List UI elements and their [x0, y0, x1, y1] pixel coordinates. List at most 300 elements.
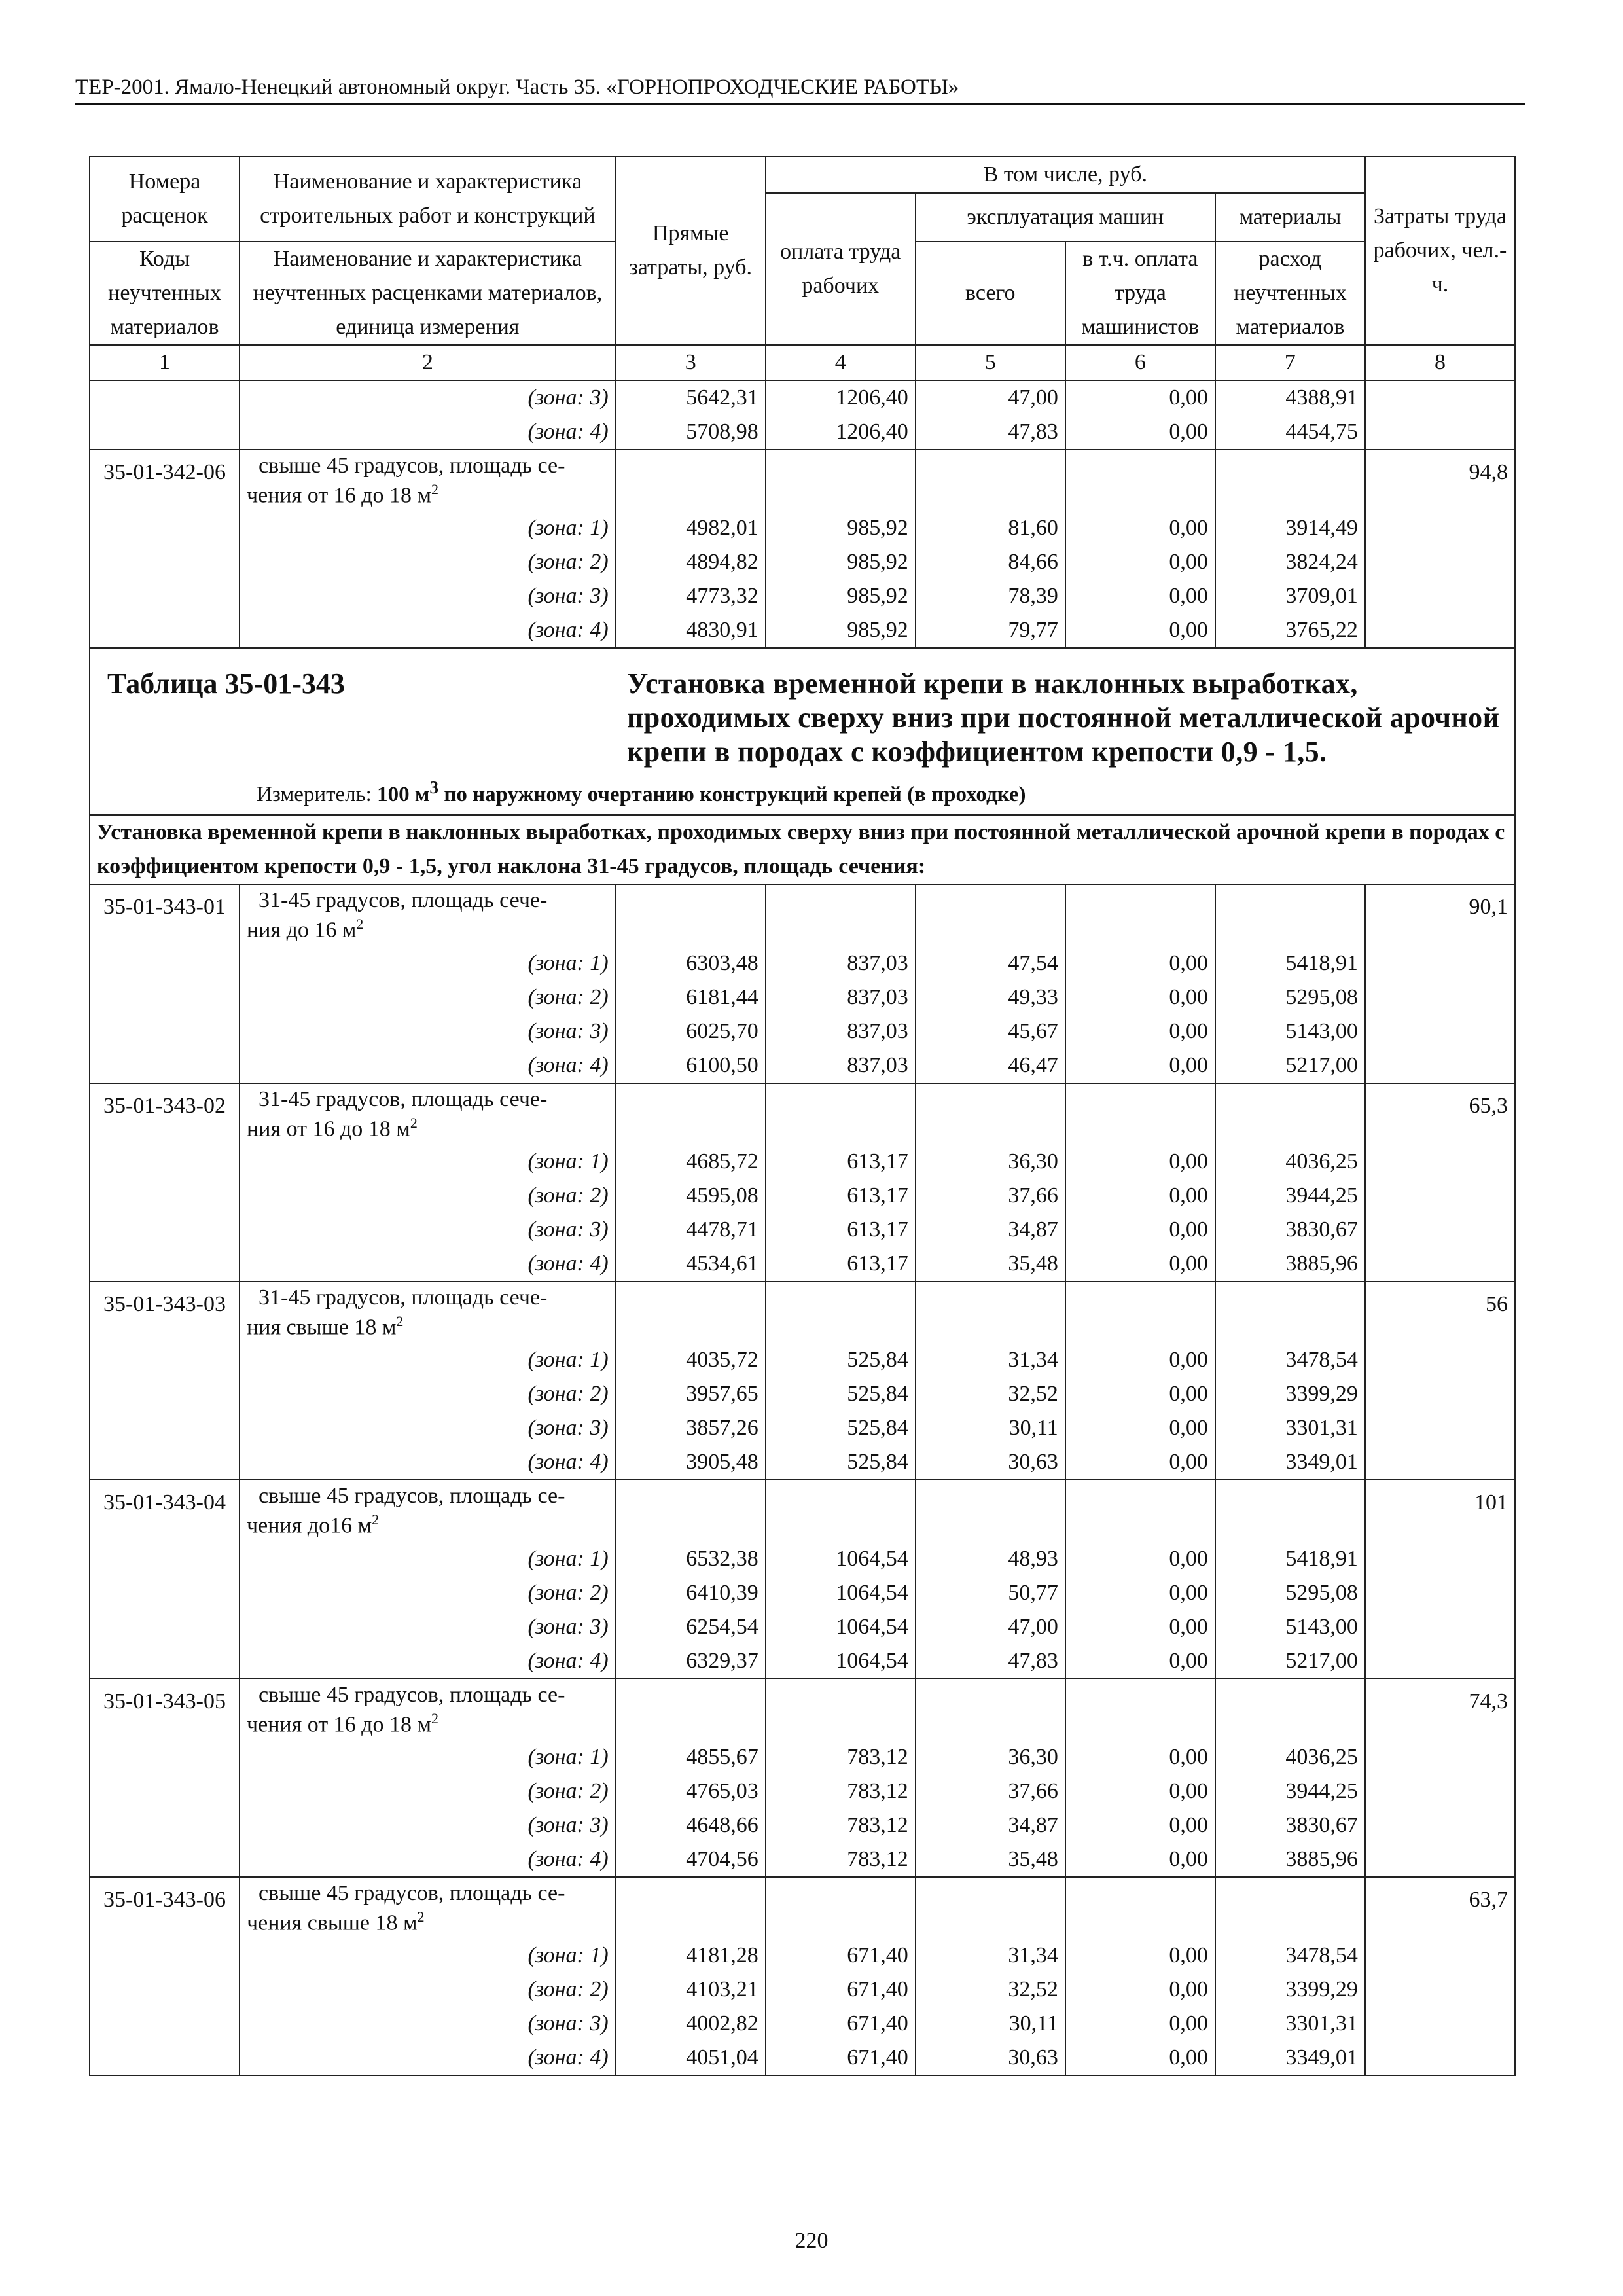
machines-value: 32,52: [916, 1377, 1065, 1411]
zone-label: (зона: 3): [240, 1411, 616, 1445]
group-35-01-343-03: [90, 1282, 1515, 1480]
empty-cell: [1215, 1877, 1365, 1939]
labor-cell: [1365, 1842, 1515, 1877]
wages-value: 837,03: [766, 980, 916, 1014]
machines-value: 50,77: [916, 1576, 1065, 1610]
header-machines-wages: в т.ч. оплата труда машинистов: [1065, 242, 1215, 345]
empty-cell: [916, 1083, 1065, 1145]
empty-cell: [766, 884, 916, 946]
zone-row: [90, 1014, 1515, 1049]
rate-name-line2: [247, 1905, 609, 1935]
direct-cost: 4648,66: [616, 1808, 766, 1842]
code-cell: [90, 1740, 240, 1774]
labor-cell: [1365, 511, 1515, 545]
rate-row: [90, 884, 1515, 946]
materials-value: 3399,29: [1215, 1377, 1365, 1411]
materials-value: 3830,67: [1215, 1213, 1365, 1247]
rate-name-text: ния до 16 м: [247, 918, 357, 942]
empty-cell: [916, 884, 1065, 946]
header-machines-total: всего: [916, 242, 1065, 345]
zone-label: (зона: 2): [240, 1576, 616, 1610]
machinists-wages-value: 0,00: [1065, 1179, 1215, 1213]
empty-cell: [616, 1083, 766, 1145]
rate-name-sup: 2: [431, 1710, 438, 1727]
machines-value: 49,33: [916, 980, 1065, 1014]
wages-value: 1064,54: [766, 1576, 916, 1610]
rate-code: 35-01-343-05: [90, 1679, 240, 1740]
col-number: 3: [616, 345, 766, 380]
measure-rest: по наружному очертанию конструкций крепей (в проходке): [438, 783, 1026, 807]
direct-cost: 4595,08: [616, 1179, 766, 1213]
rate-row: [90, 1083, 1515, 1145]
zone-label: (зона: 1): [240, 1939, 616, 1973]
wages-value: 783,12: [766, 1740, 916, 1774]
machines-value: 32,52: [916, 1973, 1065, 2007]
empty-cell: [1215, 884, 1365, 946]
machines-value: 47,00: [916, 1610, 1065, 1644]
zone-label: (зона: 4): [240, 1049, 616, 1083]
empty-cell: [916, 1877, 1065, 1939]
machinists-wages-value: 0,00: [1065, 1049, 1215, 1083]
labor-cell: [1365, 2007, 1515, 2041]
direct-cost: 4704,56: [616, 1842, 766, 1877]
direct-cost: 4894,82: [616, 545, 766, 579]
zone-label: (зона: 2): [240, 1179, 616, 1213]
materials-value: 4454,75: [1215, 415, 1365, 450]
machinists-wages-value: 0,00: [1065, 1939, 1215, 1973]
col-number: 6: [1065, 345, 1215, 380]
code-cell: [90, 1014, 240, 1049]
wages-value: 985,92: [766, 511, 916, 545]
code-cell: [90, 380, 240, 415]
header-wages: оплата труда рабочих: [766, 193, 916, 345]
zone-label: (зона: 3): [240, 1610, 616, 1644]
group-35-01-343-02: [90, 1083, 1515, 1282]
rate-code: 35-01-343-04: [90, 1480, 240, 1541]
wages-value: 671,40: [766, 2041, 916, 2075]
code-cell: [90, 1343, 240, 1377]
machines-value: 45,67: [916, 1014, 1065, 1049]
code-cell: [90, 511, 240, 545]
empty-cell: [1065, 1679, 1215, 1740]
empty-cell: [766, 1480, 916, 1541]
machinists-wages-value: 0,00: [1065, 545, 1215, 579]
machinists-wages-value: 0,00: [1065, 1213, 1215, 1247]
direct-cost: 6100,50: [616, 1049, 766, 1083]
labor-cell: [1365, 1973, 1515, 2007]
rate-name-line1: 31-45 градусов, площадь сече-: [259, 888, 548, 913]
labor-cell: [1365, 1610, 1515, 1644]
rate-name-sup: 2: [417, 1908, 425, 1925]
header-code-bottom: Коды неучтенных материалов: [90, 242, 240, 345]
direct-cost: 6025,70: [616, 1014, 766, 1049]
empty-cell: [1215, 1282, 1365, 1343]
direct-cost: 4830,91: [616, 613, 766, 648]
machines-value: 35,48: [916, 1842, 1065, 1877]
materials-value: 3824,24: [1215, 545, 1365, 579]
machines-value: 35,48: [916, 1247, 1065, 1282]
wages-value: 525,84: [766, 1343, 916, 1377]
rate-name-text: ния свыше 18 м: [247, 1315, 397, 1340]
labor-cell: [1365, 1247, 1515, 1282]
rate-name-text: чения до16 м: [247, 1513, 372, 1538]
wages-value: 1064,54: [766, 1610, 916, 1644]
rate-name-line1: свыше 45 градусов, площадь се-: [259, 454, 565, 478]
header-name-top: Наименование и характеристика строительных работ и конструкций: [240, 156, 616, 242]
rate-code: 35-01-343-03: [90, 1282, 240, 1343]
machinists-wages-value: 0,00: [1065, 1842, 1215, 1877]
code-cell: [90, 613, 240, 648]
empty-cell: [916, 1480, 1065, 1541]
machines-value: 30,11: [916, 2007, 1065, 2041]
empty-cell: [1215, 450, 1365, 511]
zone-label: (зона: 4): [240, 1247, 616, 1282]
header-incl: В том числе, руб.: [766, 156, 1365, 193]
empty-cell: [616, 1282, 766, 1343]
table-title: Установка временной крепи в наклонных выработках, проходимых сверху вниз при постоянной металлической арочной крепи в породах с коэффициентом крепости 0,9 - 1,5.: [627, 668, 1500, 768]
zone-label: (зона: 4): [240, 415, 616, 450]
materials-value: 5418,91: [1215, 1542, 1365, 1576]
code-cell: [90, 1145, 240, 1179]
labor-cell: [1365, 380, 1515, 415]
machinists-wages-value: 0,00: [1065, 1610, 1215, 1644]
wages-value: 613,17: [766, 1213, 916, 1247]
machines-value: 30,63: [916, 2041, 1065, 2075]
col-number: 1: [90, 345, 240, 380]
empty-cell: [616, 884, 766, 946]
machinists-wages-value: 0,00: [1065, 1740, 1215, 1774]
zone-row: [90, 1343, 1515, 1377]
direct-cost: 4685,72: [616, 1145, 766, 1179]
rate-name-sup: 2: [396, 1312, 404, 1329]
zone-label: (зона: 2): [240, 1377, 616, 1411]
labor-cell: [1365, 946, 1515, 980]
wages-value: 525,84: [766, 1445, 916, 1480]
machinists-wages-value: 0,00: [1065, 1445, 1215, 1480]
materials-value: 5217,00: [1215, 1644, 1365, 1679]
zone-row: [90, 1411, 1515, 1445]
materials-value: 4036,25: [1215, 1740, 1365, 1774]
machinists-wages-value: 0,00: [1065, 1014, 1215, 1049]
direct-cost: 6254,54: [616, 1610, 766, 1644]
materials-value: 3914,49: [1215, 511, 1365, 545]
header-materials-use: расход неучтенных материалов: [1215, 242, 1365, 345]
materials-value: 5418,91: [1215, 946, 1365, 980]
rate-name-line1: свыше 45 градусов, площадь се-: [259, 1682, 565, 1707]
rate-description: [240, 450, 616, 511]
empty-cell: [1065, 1282, 1215, 1343]
machinists-wages-value: 0,00: [1065, 1145, 1215, 1179]
machines-value: 81,60: [916, 511, 1065, 545]
empty-cell: [766, 1282, 916, 1343]
zone-label: (зона: 4): [240, 613, 616, 648]
empty-cell: [616, 1679, 766, 1740]
section-heading: Установка временной крепи в наклонных выработках, проходимых сверху вниз при постоянной металлической арочной крепи в породах с коэффициентом крепости 0,9 - 1,5, угол наклона 31-45 градусов, площадь сечения:: [90, 815, 1515, 884]
zone-row: [90, 1939, 1515, 1973]
rate-name-text: чения свыше 18 м: [247, 1910, 418, 1935]
labor-cell: [1365, 1014, 1515, 1049]
labor-cell: [1365, 1576, 1515, 1610]
labor-value: 94,8: [1365, 450, 1515, 511]
code-cell: [90, 1939, 240, 1973]
measure-prefix: Измеритель:: [257, 783, 378, 807]
machinists-wages-value: 0,00: [1065, 511, 1215, 545]
rate-name-text: чения от 16 до 18 м: [247, 483, 431, 508]
zone-row: [90, 511, 1515, 545]
labor-cell: [1365, 1445, 1515, 1480]
direct-cost: 4181,28: [616, 1939, 766, 1973]
empty-cell: [616, 450, 766, 511]
materials-value: 3349,01: [1215, 2041, 1365, 2075]
header-direct: Прямые затраты, руб.: [616, 156, 766, 345]
direct-cost: 3905,48: [616, 1445, 766, 1480]
col-number: 4: [766, 345, 916, 380]
measure-unit: [257, 773, 1501, 809]
labor-cell: [1365, 1939, 1515, 1973]
machines-value: 47,54: [916, 946, 1065, 980]
group-35-01-343-06: [90, 1877, 1515, 2075]
machines-value: 37,66: [916, 1179, 1065, 1213]
machinists-wages-value: 0,00: [1065, 980, 1215, 1014]
materials-value: 5143,00: [1215, 1610, 1365, 1644]
zone-row: [90, 1808, 1515, 1842]
code-cell: [90, 415, 240, 450]
code-cell: [90, 545, 240, 579]
empty-cell: [1215, 1679, 1365, 1740]
wages-value: 1064,54: [766, 1644, 916, 1679]
machines-value: 34,87: [916, 1213, 1065, 1247]
machines-value: 30,11: [916, 1411, 1065, 1445]
materials-value: 3885,96: [1215, 1842, 1365, 1877]
materials-value: 3709,01: [1215, 579, 1365, 613]
direct-cost: 4855,67: [616, 1740, 766, 1774]
machinists-wages-value: 0,00: [1065, 1973, 1215, 2007]
materials-value: 3765,22: [1215, 613, 1365, 648]
code-cell: [90, 1576, 240, 1610]
rate-name-sup: 2: [431, 481, 438, 497]
rate-name-line2: [247, 1707, 609, 1736]
table-title-block: [90, 648, 1515, 884]
labor-value: 74,3: [1365, 1679, 1515, 1740]
zone-row: [90, 1542, 1515, 1576]
wages-value: 985,92: [766, 545, 916, 579]
materials-value: 5143,00: [1215, 1014, 1365, 1049]
code-cell: [90, 980, 240, 1014]
zone-row: [90, 1179, 1515, 1213]
machinists-wages-value: 0,00: [1065, 946, 1215, 980]
machinists-wages-value: 0,00: [1065, 1411, 1215, 1445]
zone-label: (зона: 1): [240, 946, 616, 980]
direct-cost: 4478,71: [616, 1213, 766, 1247]
machinists-wages-value: 0,00: [1065, 1377, 1215, 1411]
labor-value: 101: [1365, 1480, 1515, 1541]
machinists-wages-value: 0,00: [1065, 579, 1215, 613]
machinists-wages-value: 0,00: [1065, 1774, 1215, 1808]
zone-row: [90, 1445, 1515, 1480]
zone-label: (зона: 3): [240, 1014, 616, 1049]
zone-row: [90, 415, 1515, 450]
zone-label: (зона: 4): [240, 1445, 616, 1480]
col-number: 5: [916, 345, 1065, 380]
materials-value: 3944,25: [1215, 1774, 1365, 1808]
zone-row: [90, 1644, 1515, 1679]
table-label: Таблица 35-01-343: [107, 668, 345, 700]
rate-code: 35-01-343-06: [90, 1877, 240, 1939]
group-35-01-343-05: [90, 1679, 1515, 1877]
zone-row: [90, 980, 1515, 1014]
code-cell: [90, 2041, 240, 2075]
labor-cell: [1365, 1343, 1515, 1377]
rate-name-line2: [247, 912, 609, 942]
rate-row: [90, 1877, 1515, 1939]
empty-cell: [766, 1083, 916, 1145]
direct-cost: 4765,03: [616, 1774, 766, 1808]
labor-cell: [1365, 1179, 1515, 1213]
direct-cost: 6329,37: [616, 1644, 766, 1679]
header-name-bottom: Наименование и характеристика неучтенных расценками материалов, единица измерения: [240, 242, 616, 345]
labor-value: 63,7: [1365, 1877, 1515, 1939]
materials-value: 3478,54: [1215, 1343, 1365, 1377]
wages-value: 783,12: [766, 1842, 916, 1877]
machinists-wages-value: 0,00: [1065, 2007, 1215, 2041]
direct-cost: 4051,04: [616, 2041, 766, 2075]
zone-label: (зона: 1): [240, 511, 616, 545]
zone-row: [90, 2007, 1515, 2041]
wages-value: 613,17: [766, 1179, 916, 1213]
rate-name-line1: 31-45 градусов, площадь сече-: [259, 1285, 548, 1310]
machinists-wages-value: 0,00: [1065, 380, 1215, 415]
machines-value: 78,39: [916, 579, 1065, 613]
empty-cell: [916, 1679, 1065, 1740]
wages-value: 837,03: [766, 1014, 916, 1049]
code-cell: [90, 1377, 240, 1411]
code-cell: [90, 1213, 240, 1247]
labor-cell: [1365, 1808, 1515, 1842]
zone-row: [90, 1576, 1515, 1610]
zone-label: (зона: 3): [240, 579, 616, 613]
materials-value: 3349,01: [1215, 1445, 1365, 1480]
labor-cell: [1365, 1542, 1515, 1576]
direct-cost: 3857,26: [616, 1411, 766, 1445]
materials-value: 4388,91: [1215, 380, 1365, 415]
direct-cost: 5708,98: [616, 415, 766, 450]
wages-value: 985,92: [766, 613, 916, 648]
labor-cell: [1365, 980, 1515, 1014]
materials-value: 3301,31: [1215, 2007, 1365, 2041]
rate-name-sup: 2: [356, 916, 364, 933]
machinists-wages-value: 0,00: [1065, 415, 1215, 450]
machines-value: 31,34: [916, 1343, 1065, 1377]
labor-value: 65,3: [1365, 1083, 1515, 1145]
header-labor: Затраты труда рабочих, чел.-ч.: [1365, 156, 1515, 345]
machines-value: 47,00: [916, 380, 1065, 415]
code-cell: [90, 1247, 240, 1282]
header-code-top: Номера расценок: [90, 156, 240, 242]
code-cell: [90, 1644, 240, 1679]
zone-label: (зона: 1): [240, 1145, 616, 1179]
empty-cell: [766, 1679, 916, 1740]
code-cell: [90, 1774, 240, 1808]
zone-label: (зона: 3): [240, 380, 616, 415]
zone-row: [90, 946, 1515, 980]
code-cell: [90, 1973, 240, 2007]
measure-value: 100 м: [377, 783, 430, 807]
wages-value: 525,84: [766, 1411, 916, 1445]
machines-value: 37,66: [916, 1774, 1065, 1808]
machines-value: 47,83: [916, 1644, 1065, 1679]
empty-cell: [616, 1877, 766, 1939]
zone-row: [90, 1610, 1515, 1644]
code-cell: [90, 2007, 240, 2041]
empty-cell: [766, 450, 916, 511]
zone-label: (зона: 2): [240, 980, 616, 1014]
machines-value: 36,30: [916, 1740, 1065, 1774]
wages-value: 613,17: [766, 1145, 916, 1179]
machines-value: 47,83: [916, 415, 1065, 450]
direct-cost: 3957,65: [616, 1377, 766, 1411]
labor-cell: [1365, 613, 1515, 648]
code-cell: [90, 1542, 240, 1576]
labor-cell: [1365, 1740, 1515, 1774]
wages-value: 671,40: [766, 2007, 916, 2041]
zone-label: (зона: 3): [240, 1213, 616, 1247]
machinists-wages-value: 0,00: [1065, 1247, 1215, 1282]
materials-value: 5295,08: [1215, 980, 1365, 1014]
machinists-wages-value: 0,00: [1065, 613, 1215, 648]
zone-label: (зона: 2): [240, 1973, 616, 2007]
materials-value: 3301,31: [1215, 1411, 1365, 1445]
zone-row: [90, 613, 1515, 648]
wages-value: 783,12: [766, 1774, 916, 1808]
labor-value: 56: [1365, 1282, 1515, 1343]
code-cell: [90, 1610, 240, 1644]
wages-value: 985,92: [766, 579, 916, 613]
zone-label: (зона: 4): [240, 1842, 616, 1877]
materials-value: 3830,67: [1215, 1808, 1365, 1842]
rate-code: 35-01-342-06: [90, 450, 240, 511]
wages-value: 837,03: [766, 946, 916, 980]
direct-cost: 6532,38: [616, 1542, 766, 1576]
rate-name-line2: [247, 478, 609, 507]
machinists-wages-value: 0,00: [1065, 1343, 1215, 1377]
wages-value: 837,03: [766, 1049, 916, 1083]
rate-code: 35-01-343-01: [90, 884, 240, 946]
empty-cell: [766, 1877, 916, 1939]
wages-value: 613,17: [766, 1247, 916, 1282]
zone-row: [90, 1145, 1515, 1179]
machinists-wages-value: 0,00: [1065, 1576, 1215, 1610]
rate-name-line2: [247, 1508, 609, 1537]
direct-cost: 4534,61: [616, 1247, 766, 1282]
wages-value: 1206,40: [766, 380, 916, 415]
machinists-wages-value: 0,00: [1065, 2041, 1215, 2075]
group-35-01-342-06: [90, 450, 1515, 648]
empty-cell: [916, 1282, 1065, 1343]
column-numbers: [90, 345, 1515, 380]
running-header: ТЕР-2001. Ямало-Ненецкий автономный округ. Часть 35. «ГОРНОПРОХОДЧЕСКИЕ РАБОТЫ»: [75, 75, 1525, 105]
code-cell: [90, 946, 240, 980]
rate-description: [240, 1282, 616, 1343]
zone-row: [90, 1213, 1515, 1247]
group-35-01-343-04: [90, 1480, 1515, 1678]
machines-value: 46,47: [916, 1049, 1065, 1083]
direct-cost: 4103,21: [616, 1973, 766, 2007]
rate-row: [90, 1282, 1515, 1343]
code-cell: [90, 1179, 240, 1213]
zone-row: [90, 1247, 1515, 1282]
materials-value: 3944,25: [1215, 1179, 1365, 1213]
labor-cell: [1365, 1774, 1515, 1808]
